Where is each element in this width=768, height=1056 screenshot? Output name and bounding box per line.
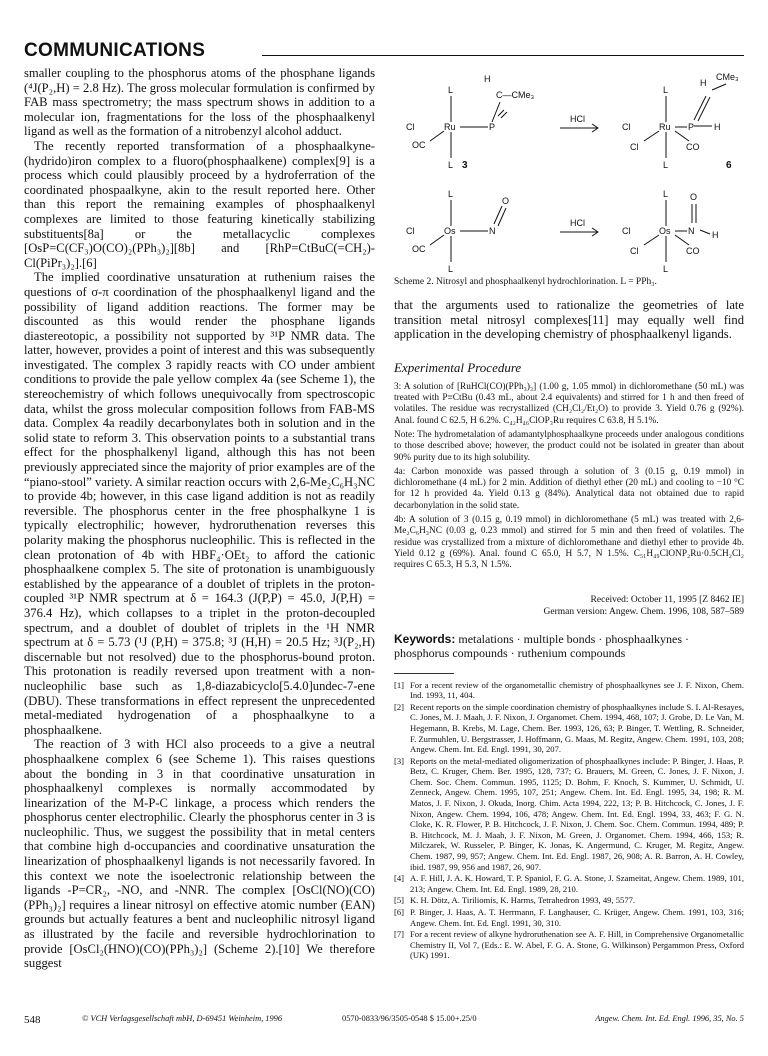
paragraph: The reaction of 3 with HCl also proceeds to a give a neutral phosphaalkene complex 6 (see Scheme 1). This raises questions about the bonding in 3 in that coordinative unsaturation in phosphaalkenyl complexes is normally accommodated by linearization of the M-P-C linkage, a process which renders the phosphorus center electrophilic. Clearly the phosphorus center in 3 is nucleophilic. Thus, we suggest the possibility that in metal centers that combine high d-occupancies and coordinative unsaturation the linearization of phosphaalkenyl ligands is not necessarily favored. In this context we note the isoelectronic relationship between the ligands -P=CR₂, -NO, and -NNR. The complex [OsCl(NO)(CO)(PPh₃)₂] requires a linear nitrosyl on effective atomic number (EAN) grounds but actually features a bent and nucleophilic nitrosyl ligand as illustrated by the facile and reversible hydrochlorination to provide [OsCl₂(HNO)(CO)(PPh₃)₂] (Scheme 2).[10] We therefore suggest: [24, 737, 375, 971]
atom-label: Cl: [630, 246, 639, 256]
compound-number: 3: [462, 160, 468, 171]
keywords-list: metalations · multiple bonds · phosphaalkynes · phosphorus compounds · ruthenium compounds: [394, 631, 689, 661]
header-rule: [262, 55, 744, 56]
reference-number: [3]: [394, 755, 405, 766]
atom-label: H: [712, 230, 719, 240]
atom-label: OC: [412, 140, 426, 150]
received-date: Received: October 11, 1995 [Z 8462 IE]: [590, 594, 744, 605]
reference-number: [2]: [394, 701, 405, 712]
experimental-section: [394, 382, 744, 572]
scheme-2: [394, 66, 744, 274]
reference-text: For a recent review of the organometallic chemistry of phosphaalkynes see J. F. Nixon, Chem. Ind. 1993, 11, 404.: [410, 679, 744, 701]
atom-label: Cl: [622, 122, 631, 132]
ligand-label: L: [448, 189, 454, 199]
atom-label: OC: [412, 244, 426, 254]
atom-label: Os: [659, 226, 671, 236]
atom-label: C—CMe₃: [496, 90, 535, 100]
keywords-label: Keywords:: [394, 631, 456, 646]
reference-item: [394, 680, 744, 701]
reference-text: Reports on the metal-mediated oligomerization of phosphaalkynes include: P. Binger, J. Haas, P. Betz, C. Kruger, Chem. Ber. 1995, 128, 737; G. Brauers, M. Green, C. Jones, J. F. Nixon, J. Chem. Soc. Chem. Commun. 1995, 1125; D. Bohm, F. Knoch, S. Kummer, U. Schmidt, U. Zenneck, Angew. Chem. 1995, 107, 251; Angew. Chem. Int. Ed. Engl. 1995, 34, 198; R. M. Matos, J. F. Nixon, J. Okuda, Inorg. Chim. Acta 1994, 222, 13; P. B. Hitchcock, C. Jones, J. F. Nixon, Angew. Chem. 1994, 106, 478; Angew. Chem. Int. Ed. Engl. 1994, 33, 463; F. G. N. Cloke, K. R. Flower, P. B. Hitchcock, J. F. Nixon, J. Chem. Soc. Chem. Commun. 1994, 489; P. B. Hitchcock, M. J. Maah, J. F. Nixon, M. Green, J. Organomet. Chem. 1994, 466, 153; R. Milczarek, W. Russeler, P. Binger, K. Jonas, K. Angermund, C. Kruger, M. Regitz, Angew. Chem. 1987, 99, 957; Angew. Chem. Int. Ed. Engl. 1987, 26, 908; A. R. Barron, A. H. Cowley, ibid. 1987, 99, 956 and 1987, 26, 907.: [410, 755, 744, 872]
experimental-paragraph: 4a: Carbon monoxide was passed through a solution of 3 (0.15 g, 0.19 mmol) in dichloromethane (4 mL) for 2 min. Addition of diethyl ether (20 mL) and cooling to −10 °C for 12 h provided 4a. Yield 0.13 g (84%). Analytical data not obtained due to rapid decarbonylation in the solid state.: [394, 466, 744, 511]
atom-label: Cl: [630, 142, 639, 152]
ligand-label: L: [448, 264, 454, 274]
atom-label: CO: [686, 246, 700, 256]
compound-number: 6: [726, 160, 732, 171]
reagent-label: HCl: [570, 114, 585, 124]
atom-label: H: [700, 78, 707, 88]
reference-item: [394, 873, 744, 894]
ligand-label: L: [448, 160, 454, 170]
publisher-line: © VCH Verlagsgesellschaft mbH, D-69451 Weinheim, 1996: [82, 1014, 283, 1023]
atom-label: Ru: [659, 122, 671, 132]
paragraph: smaller coupling to the phosphorus atoms of the phosphane ligands (⁴J(P₂,H) = 2.8 Hz). The gross molecular formulation is confirmed by FAB mass spectrometry; the mass spectrum shows in addition to a molecular ion, fragmentations for the loss of the phosphaalkenyl ligand as well as the formation of a nitrobenzyl alcohol adduct.: [24, 66, 375, 139]
ligand-label: L: [663, 264, 669, 274]
reagent-label: HCl: [570, 218, 585, 228]
atom-label: Cl: [406, 226, 415, 236]
atom-label: Cl: [622, 226, 631, 236]
atom-label: Cl: [406, 122, 415, 132]
atom-label: Os: [444, 226, 456, 236]
scheme-2-diagram: [394, 66, 744, 274]
reference-number: [5]: [394, 895, 405, 906]
continuation-paragraph: that the arguments used to rationalize the geometries of late transition metal nitrosyl complexes[11] may equally well find application in the developing chemistry of phosphaalkenyl ligands.: [394, 298, 744, 342]
german-version: German version: Angew. Chem. 1996, 108, 587–589: [543, 606, 744, 617]
experimental-paragraph: 3: A solution of [RuHCl(CO)(PPh₃)₃] (1.00 g, 1.05 mmol) in dichloromethane (50 mL) was treated with P≡CtBu (0.43 mL, about 2.4 equivalents) and stirred for 1 h and then freed of volatiles. The residue was recrystallized (CH₂Cl₂/Et₂O) to provide 3. Yield 0.76 g (92%). Anal. found C 62.5, H 6.2%. C₄₂H₄₆ClOP₃Ru requires C 63.8, H 5.1%.: [394, 381, 744, 426]
reference-text: K. H. Dötz, A. Tiriliomis, K. Harms, Tetrahedron 1993, 49, 5577.: [410, 895, 636, 906]
left-column: [24, 66, 375, 971]
reference-item: [394, 907, 744, 928]
keywords: [394, 632, 744, 661]
right-column: [394, 66, 744, 962]
reference-text: Recent reports on the simple coordination chemistry of phosphaalkynes include S. I. Al-Resayes, C. Jones, M. J. Maah, J. F. Nixon, J. Organomet. Chem. 1994, 468, 107; J. Grobe, D. Le Van, M. Hegemann, B. Krebs, M. Lage, Chem. Ber. 1993, 126, 63; P. Binger, T. Wettling, R. Schneider, F. Zurmuhlen, U. Bergstrasser, J. Hoffmann, G. Maas, M. Regitz, Angew. Chem. 1991, 103, 208; Angew. Chem. Int. Ed. Engl. 1991, 30, 207.: [410, 701, 744, 755]
ligand-label: L: [448, 85, 454, 95]
atom-label: N: [489, 226, 496, 236]
page-footer: [24, 1014, 744, 1028]
scheme-caption: Scheme 2. Nitrosyl and phosphaalkenyl hydrochlorination. L = PPh₃.: [394, 277, 657, 287]
reference-item: [394, 895, 744, 906]
atom-label: H: [714, 122, 721, 132]
atom-label: CMe₃: [716, 72, 739, 82]
paragraph: The recently reported transformation of a phosphaalkyne-(hydrido)iron complex to a fluoro(phosphaalkene) complex[9] is a process which could plausibly proceed by a hydroferration of the coordinated phospaalkyne, akin to the result reported here. Other than this report the remaining examples of phosphaalkenyl complexes are limited to those featuring kinetically stabilizing substituents[8a] or the metallacyclic complexes [OsP=C(CF₃)O(CO)₂(PPh₃)₂][8b] and [RhP=CtBuC(=CH₂)-Cl(PiPr₃)₂].[6]: [24, 138, 375, 270]
atom-label: O: [502, 196, 510, 206]
page-number: 548: [24, 1014, 41, 1026]
received-info: [394, 594, 744, 618]
reference-number: [7]: [394, 929, 405, 940]
ligand-label: L: [663, 85, 669, 95]
atom-label: H: [484, 74, 491, 84]
atom-label: O: [690, 192, 698, 202]
reference-item: [394, 702, 744, 755]
atom-label: P: [489, 122, 496, 132]
experimental-heading: Experimental Procedure: [394, 359, 522, 375]
atom-label: CO: [686, 142, 700, 152]
reference-text: A. F. Hill, J. A. K. Howard, T. P. Spaniol, F. G. A. Stone, J. Szameitat, Angew. Chem. 1989, 101, 213; Angew. Chem. Int. Ed. Engl. 1989, 28, 210.: [410, 873, 744, 894]
paragraph: The implied coordinative unsaturation at ruthenium raises the questions of σ-π coordination of the phosphaalkenyl ligand and the possibility of ligand addition reactions. The former may be discounted as this would render the phosphane ligands diastereotopic, a possibility not supported by ³¹P NMR data. The latter, however, provides a point of interest and this was subsequently investigated. The complex 3 rapidly reacts with CO under ambient conditions to provide the pale yellow complex 4a (see Scheme 1), the stereochemistry of which follows unequivocally from spectroscopic data, whilst the gross molecular composition follows from FAB-MS data. Complex 4a readily decarbonylates both in solution and in the solid state to reform 3. This observation points to a substantial trans effect for the phosphalkenyl ligand, although this has not been previously appreciated since the majority of prior examples are of the “piano-stool” variety. A similar reaction occurs with 2,6-Me₂C₆H₃NC to provide 4b; however, in this case ligand addition is not as readily reversible. The phosphorus center in the free phosphalkyne 1 is typically electrophilic; however, hydroruthenation reverses this polarity making the phosphorus nucleophilic. This is reflected in the clean protonation of 4b with HBF₄·OEt₂ to afford the cationic phosphaalkene complex 5. The site of protonation is unambiguously established by the appearance of a doublet of triplets in the proton-coupled ³¹P NMR spectrum at δ = 164.3 (J(P,P) = 45.0, J(P,H) = 376.4 Hz), which collapses to a triplet in the proton-decoupled spectrum, and a doublet of doublet of triplets in the ¹H NMR spectrum at δ = 5.73 (¹J (P,H) = 375.8; ³J (H,H) = 20.5 Hz; ³J(P₂,H) discernable but not resolved) due to the phosphorus-bound proton. This protonation is readily reversed upon treatment with a non-nucleophilic base such as 1,8-diazabicyclo[5.4.0]undec-7-ene (DBU). These transformations in effect represent the unprecedented metal-mediated hydrogenation of a phosphaalkyne to a phosphaalkene.: [24, 270, 375, 737]
journal-citation: Angew. Chem. Int. Ed. Engl. 1996, 35, No. 5: [595, 1014, 744, 1023]
reference-number: [1]: [394, 679, 405, 690]
atom-label: N: [688, 226, 695, 236]
references: [394, 680, 744, 961]
reference-number: [6]: [394, 907, 405, 917]
issn-line: 0570-0833/96/3505-0548 $ 15.00+.25/0: [342, 1014, 477, 1023]
reference-item: [394, 756, 744, 873]
reference-item: [394, 929, 744, 961]
section-title: COMMUNICATIONS: [24, 40, 206, 61]
reference-text: P. Binger, J. Haas, A. T. Herrmann, F. Langhauser, C. Krüger, Angew. Chem. 1991, 103, 316; Angew. Chem. Int. Ed. Engl. 1991, 30, 310.: [410, 907, 744, 928]
experimental-paragraph: Note: The hydrometalation of adamantylphosphaalkyne proceeds under analogous conditions to those described above; however, the product could not be isolated in greater than about 90% purity due to its high solubility.: [394, 429, 744, 463]
atom-label: P: [688, 122, 695, 132]
experimental-paragraph: 4b: A solution of 3 (0.15 g, 0.19 mmol) in dichloromethane (5 mL) was treated with 2,6-Me₂C₆H₃NC (0.03 g, 0.23 mmol) and stirred for 5 min and then freed of volatiles. The residue was crystallized from a mixture of dichloromethane and diethyl ether to provide 4b. Yield 0.12 g (69%). Anal. found C 65.0, H 5.7, N 1.5%. C₅₁H₄₉ClONP₂Ru·0.5CH₂Cl₂ requires C 65.3, H 5.3, N 1.5%.: [394, 515, 744, 571]
reference-text: For a recent review of alkyne hydroruthenation see A. F. Hill, in Comprehensive Organometallic Chemistry II, Vol 7, (Eds.: E. W. Abel, F. G. A. Stone, G. Wilkinson) Pergammon Press, Oxford (UK) 1991.: [410, 929, 744, 961]
page-header: [24, 40, 744, 62]
reference-number: [4]: [394, 873, 405, 884]
atom-label: Ru: [444, 122, 456, 132]
references-rule: [394, 673, 454, 674]
ligand-label: L: [663, 160, 669, 170]
ligand-label: L: [663, 189, 669, 199]
